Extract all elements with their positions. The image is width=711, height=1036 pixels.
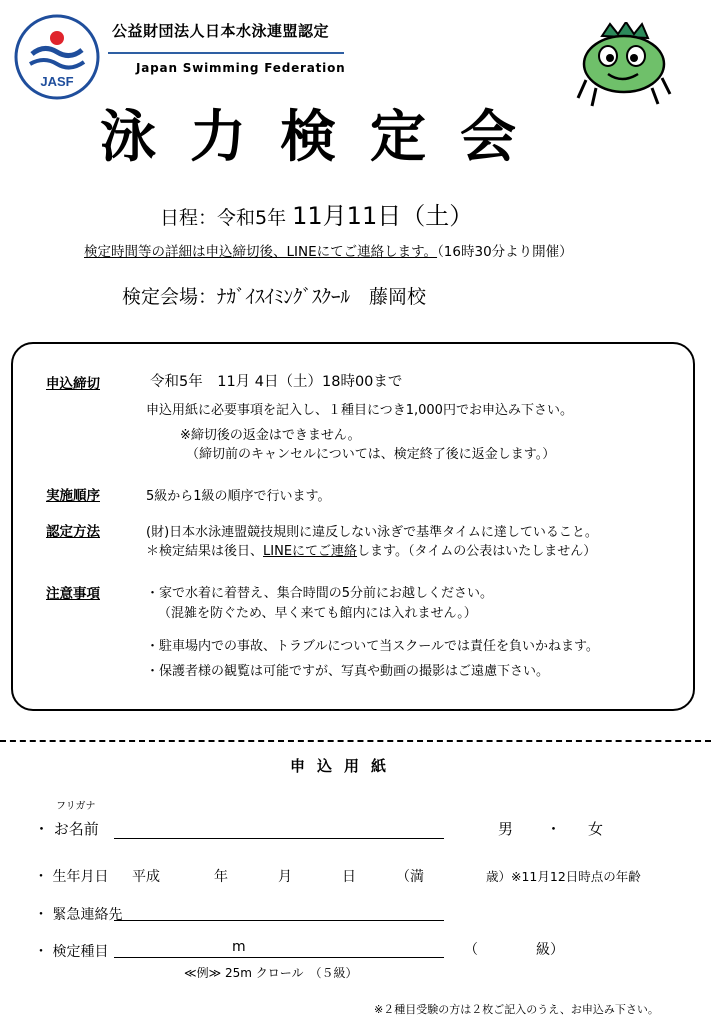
gender-male[interactable]: 男 xyxy=(498,820,514,838)
name-label: ・ お名前 xyxy=(34,820,99,838)
example-text: ≪例≫ 25m クロール （５級） xyxy=(184,966,358,980)
birth-label: ・ 生年月日 xyxy=(34,869,109,885)
birth-era: 平成 xyxy=(132,869,160,885)
deadline-note-2: ※締切後の返金はできません。 xyxy=(180,428,361,443)
deadline-label: 申込締切 xyxy=(46,376,100,392)
grade-open: （ xyxy=(464,942,478,958)
order-label: 実施順序 xyxy=(46,488,100,504)
jasf-logo xyxy=(14,14,100,100)
caution-label: 注意事項 xyxy=(46,586,100,602)
logo-text: JASF xyxy=(40,74,74,89)
age-close: 歳）※11月12日時点の年齢 xyxy=(486,869,641,884)
caution-1b: （混雑を防ぐため、早く来ても館内には入れません。） xyxy=(158,606,477,621)
notice-text: 検定時間等の詳細は申込締切後、LINEにてご連絡します。 xyxy=(84,244,438,260)
method-label: 認定方法 xyxy=(46,524,100,540)
deadline-note-1: 申込用紙に必要事項を記入し、１種目につき1,000円でお申込み下さい。 xyxy=(146,403,573,418)
method-note-prefix: ＊検定結果は後日、 xyxy=(146,544,264,559)
deadline-value: 令和5年 11月 4日（土）18時00まで xyxy=(150,374,403,390)
order-value: 5級から1級の順序で行います。 xyxy=(146,489,331,504)
footnote: ※２種目受験の方は２枚ご記入のうえ、お申込み下さい。 xyxy=(374,1003,659,1016)
method-note xyxy=(146,540,596,559)
name-field[interactable] xyxy=(114,838,444,839)
emergency-label: ・ 緊急連絡先 xyxy=(34,907,123,923)
age-open: （満 xyxy=(396,869,424,885)
event-meter: m xyxy=(232,939,246,955)
birth-year[interactable]: 年 xyxy=(214,869,228,885)
page-title: 泳力検定会 xyxy=(100,104,550,170)
gender-female[interactable]: 女 xyxy=(588,820,604,838)
emergency-field[interactable] xyxy=(114,920,444,921)
org-name-en: Japan Swimming Federation xyxy=(136,61,346,75)
event-field[interactable] xyxy=(114,957,444,958)
venue-label: 検定会場： xyxy=(122,286,218,308)
method-note-link: LINEにてご連絡 xyxy=(263,544,358,559)
event-date xyxy=(160,196,473,231)
org-name-jp: 公益財団法人日本水泳連盟認定 xyxy=(112,22,330,40)
mascot-image xyxy=(572,22,674,108)
birth-day[interactable]: 日 xyxy=(342,869,356,885)
notice-time: （16時30分より開催） xyxy=(437,244,573,260)
gender-dot: ・ xyxy=(546,820,562,838)
caution-2: ・駐車場内での事故、トラブルについて当スクールでは責任を負いかねます。 xyxy=(146,639,599,654)
event-label: ・ 検定種目 xyxy=(34,944,109,960)
org-divider xyxy=(108,52,344,54)
caution-1: ・家で水着に着替え、集合時間の5分前にお越しください。 xyxy=(146,586,494,601)
form-title: 申込用紙 xyxy=(290,757,399,775)
grade-close[interactable]: 級） xyxy=(536,942,564,958)
date-main: 11月11日（土） xyxy=(292,202,474,230)
birth-month[interactable]: 月 xyxy=(278,869,292,885)
venue-line xyxy=(122,282,426,309)
method-note-suffix: します。（タイムの公表はいたしません） xyxy=(357,544,597,559)
venue-name: ﾅｶﾞｲｽｲﾐﾝｸﾞｽｸｰﾙ 藤岡校 xyxy=(217,286,427,308)
date-prefix: 日程：令和5年 xyxy=(160,207,287,229)
caution-3: ・保護者様の観覧は可能ですが、写真や動画の撮影はご遠慮下さい。 xyxy=(146,664,550,679)
cut-line xyxy=(0,740,711,742)
furigana-label: フリガナ xyxy=(56,801,96,812)
deadline-note-3: （締切前のキャンセルについては、検定終了後に返金します。） xyxy=(186,447,556,462)
method-value: (財)日本水泳連盟競技規則に違反しない泳ぎで基準タイムに達していること。 xyxy=(146,525,598,540)
notice-line xyxy=(84,240,573,260)
